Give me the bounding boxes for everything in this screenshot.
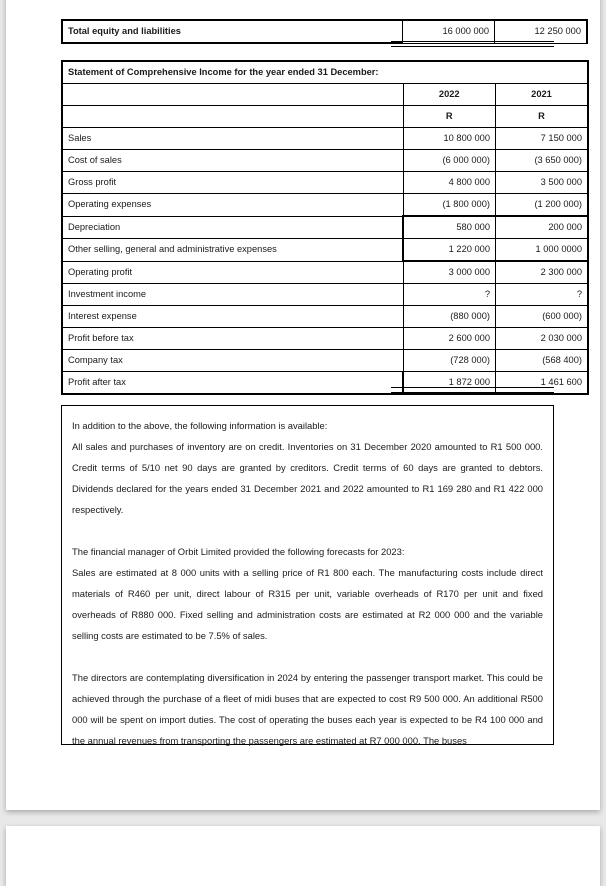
table-heading-row — [62, 61, 588, 84]
table-year-header-row — [62, 84, 588, 106]
row-value-2022: 4 800 000 — [403, 172, 496, 194]
row-value-2022: (728 000) — [403, 350, 496, 372]
notes-paragraph-3: The directors are contemplating diversification in 2024 by entering the passenger transport market. This could be achieved through the purchase of a fleet of midi buses that are expected to cost R9 500 000. An additional R500 000 will be spent on import duties. The cost of operating the buses each year is expected to be R4 100 000 and the annual revenues from transporting the passengers are estimated at R7 000 000. The buses — [72, 672, 543, 746]
row-value-2021: 2 300 000 — [496, 261, 589, 284]
row-label: Profit after tax — [62, 372, 403, 395]
table-row — [62, 194, 588, 217]
income-statement-table — [61, 60, 589, 395]
table-row — [62, 150, 588, 172]
row-label: Other selling, general and administrative expenses — [62, 239, 403, 262]
document-page-1 — [6, 0, 600, 810]
notes-intro: In addition to the above, the following information is available: — [72, 420, 328, 431]
row-value-2021: ? — [496, 284, 589, 306]
row-label: Investment income — [62, 284, 403, 306]
paragraph-spacer — [72, 520, 543, 541]
row-value-2021: (3 650 000) — [496, 150, 589, 172]
row-value-2021: (568 400) — [496, 350, 589, 372]
row-label: Depreciation — [62, 216, 403, 239]
row-value-2021: 7 150 000 — [496, 128, 589, 150]
row-value-2022: 1 872 000 — [403, 372, 496, 395]
currency-header-2021: R — [496, 106, 589, 128]
row-label: Company tax — [62, 350, 403, 372]
row-value-2021: (600 000) — [496, 306, 589, 328]
additional-information-box — [61, 405, 554, 745]
row-value-2021: 200 000 — [496, 216, 589, 239]
notes-paragraph-1: All sales and purchases of inventory are on credit. Inventories on 31 December 2020 amounted to R1 500 000. Credit terms of 5/10 net 90 days are granted by creditors. Credit terms of 60 days are granted to debtors. Dividends declared for the years ended 31 December 2021 and 2022 amounted to R1 169 280 and R1 422 000 respectively. — [72, 441, 543, 515]
row-value-2021: 3 500 000 — [496, 172, 589, 194]
total-equity-value-2022: 16 000 000 — [403, 20, 495, 43]
table-row — [62, 306, 588, 328]
currency-header-2022: R — [403, 106, 496, 128]
table-row — [62, 239, 588, 262]
total-equity-value-2021: 12 250 000 — [495, 20, 588, 43]
notes-paragraph-2-heading: The financial manager of Orbit Limited provided the following forecasts for 2023: — [72, 546, 405, 557]
row-label: Cost of sales — [62, 150, 403, 172]
table-row — [62, 172, 588, 194]
table-row — [62, 350, 588, 372]
row-label: Operating profit — [62, 261, 403, 284]
total-equity-label: Total equity and liabilities — [62, 20, 403, 43]
row-value-2022: 580 000 — [403, 216, 496, 239]
row-label: Operating expenses — [62, 194, 403, 217]
profit-after-tax-double-rule — [391, 387, 554, 393]
row-label: Interest expense — [62, 306, 403, 328]
currency-header-spacer — [62, 106, 403, 128]
row-value-2022: (1 800 000) — [403, 194, 496, 217]
row-label: Gross profit — [62, 172, 403, 194]
row-label: Profit before tax — [62, 328, 403, 350]
year-header-spacer — [62, 84, 403, 106]
row-value-2022: 1 220 000 — [403, 239, 496, 262]
row-value-2022: 2 600 000 — [403, 328, 496, 350]
row-value-2021: 1 000 0000 — [496, 239, 589, 262]
table-row — [62, 216, 588, 239]
table-currency-header-row — [62, 106, 588, 128]
table-row — [62, 284, 588, 306]
table-row — [62, 261, 588, 284]
year-header-2022: 2022 — [403, 84, 496, 106]
row-value-2022: 3 000 000 — [403, 261, 496, 284]
table-row — [62, 328, 588, 350]
document-page-2 — [6, 826, 600, 886]
year-header-2021: 2021 — [496, 84, 589, 106]
row-value-2022: ? — [403, 284, 496, 306]
row-value-2022: (880 000) — [403, 306, 496, 328]
paragraph-spacer — [72, 646, 543, 667]
row-value-2021: 2 030 000 — [496, 328, 589, 350]
row-value-2022: (6 000 000) — [403, 150, 496, 172]
row-label: Sales — [62, 128, 403, 150]
row-value-2021: 1 461 600 — [496, 372, 589, 395]
table-row — [62, 20, 587, 43]
row-value-2021: (1 200 000) — [496, 194, 589, 217]
total-equity-double-rule — [391, 41, 554, 47]
table-row — [62, 128, 588, 150]
row-value-2022: 10 800 000 — [403, 128, 496, 150]
income-statement-heading: Statement of Comprehensive Income for the year ended 31 December: — [62, 61, 588, 84]
notes-paragraph-2: Sales are estimated at 8 000 units with a selling price of R1 800 each. The manufacturing costs include direct materials of R460 per unit, direct labour of R315 per unit, variable overheads of R170 per unit and fixed overheads of R880 000. Fixed selling and administration costs are estimated at R2 000 000 and the variable selling costs are estimated to be 7.5% of sales. — [72, 567, 543, 641]
